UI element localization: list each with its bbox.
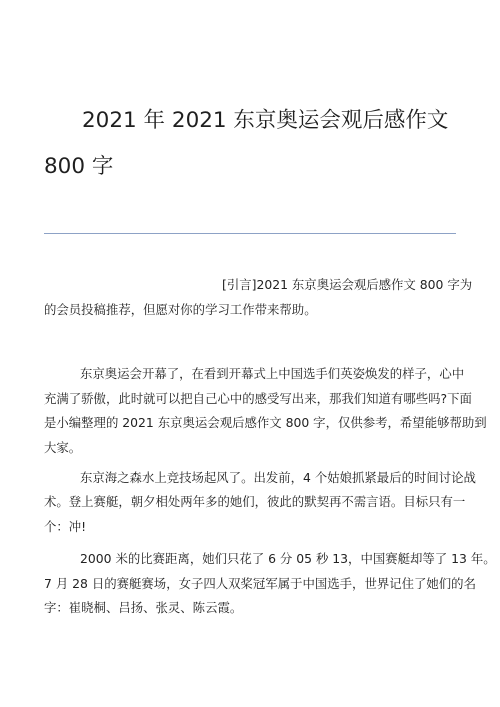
intro-line-2: 的会员投稿推荐，但愿对你的学习工作带来帮助。 bbox=[44, 302, 317, 317]
document-title-line-1: 2021 年 2021 东京奥运会观后感作文 bbox=[82, 108, 449, 133]
paragraph-2-line-3: 个：冲! bbox=[44, 519, 87, 534]
paragraph-1-line-4: 大家。 bbox=[44, 440, 82, 455]
title-divider bbox=[44, 233, 456, 234]
paragraph-1-line-3: 是小编整理的 2021 东京奥运会观后感作文 800 字，仅供参考，希望能够帮助到 bbox=[44, 415, 487, 430]
paragraph-3-line-3: 字：崔晓桐、吕扬、张灵、陈云霞。 bbox=[44, 600, 243, 615]
paragraph-1-line-1: 东京奥运会开幕了，在看到开幕式上中国选手们英姿焕发的样子，心中 bbox=[80, 366, 465, 381]
paragraph-3-line-1: 2000 米的比赛距离，她们只花了 6 分 05 秒 13，中国赛艇却等了 13 年。 bbox=[80, 551, 496, 566]
paragraph-2-line-1: 东京海之森水上竞技场起风了。出发前，4 个姑娘抓紧最后的时间讨论战 bbox=[80, 470, 476, 485]
document-title-line-2: 800 字 bbox=[44, 154, 114, 179]
paragraph-1-line-2: 充满了骄傲，此时就可以把自己心中的感受写出来，那我们知道有哪些吗?下面 bbox=[44, 391, 472, 406]
paragraph-3-line-2: 7 月 28 日的赛艇赛场，女子四人双桨冠军属于中国选手，世界记住了她们的名 bbox=[44, 576, 476, 591]
paragraph-2-line-2: 术。登上赛艇，朝夕相处两年多的她们，彼此的默契再不需言语。目标只有一 bbox=[44, 494, 466, 509]
intro-line-1: [引言]2021 东京奥运会观后感作文 800 字为 bbox=[222, 277, 473, 292]
